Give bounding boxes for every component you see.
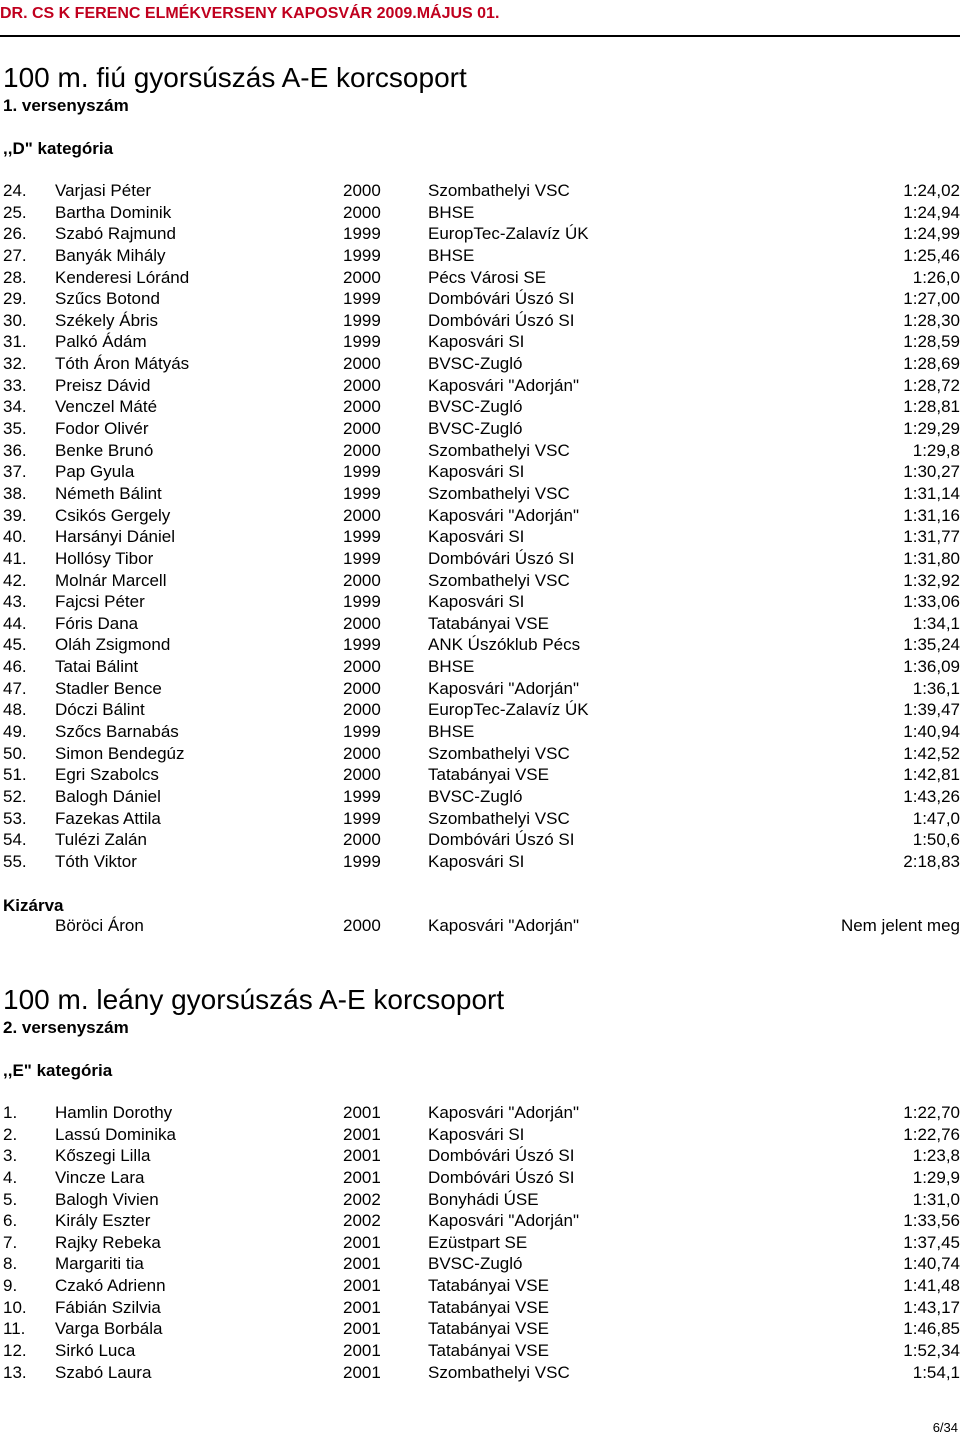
club-name: BHSE	[428, 657, 475, 677]
result-time: 1:31,77	[903, 527, 960, 547]
birth-year: 2000	[343, 397, 381, 417]
club-name: BHSE	[428, 245, 475, 265]
result-row	[0, 764, 960, 786]
result-row	[0, 1189, 960, 1211]
place-number: 47.	[3, 678, 27, 698]
result-row	[0, 180, 960, 202]
swimmer-name: Tóth Viktor	[55, 851, 137, 871]
club-name: Kaposvári "Adorján"	[428, 375, 579, 395]
event-2-number: 2. versenyszám	[3, 1018, 129, 1037]
birth-year: 1999	[343, 483, 381, 503]
swimmer-name: Varjasi Péter	[55, 181, 152, 200]
swimmer-name: Palkó Ádám	[55, 332, 147, 352]
result-row	[0, 461, 960, 483]
birth-year: 2001	[343, 1276, 381, 1296]
swimmer-name: Preisz Dávid	[55, 375, 151, 395]
club-name: Szombathelyi VSC	[428, 808, 570, 828]
result-row	[0, 1210, 960, 1232]
place-number: 37.	[3, 462, 27, 482]
birth-year: 2000	[343, 440, 381, 460]
swimmer-name: Balogh Vivien	[55, 1189, 159, 1209]
excluded-list	[0, 915, 960, 937]
place-number: 34.	[3, 397, 27, 417]
place-number: 51.	[3, 765, 27, 785]
swimmer-name: Tulézi Zalán	[55, 830, 147, 850]
birth-year: 1999	[343, 786, 381, 806]
place-number: 48.	[3, 700, 27, 720]
result-row	[0, 548, 960, 570]
birth-year: 1999	[343, 527, 381, 547]
result-row	[0, 396, 960, 418]
place-number: 44.	[3, 613, 27, 633]
birth-year: 2000	[343, 419, 381, 439]
club-name: Tatabányai VSE	[428, 1341, 549, 1361]
document-header: DR. CS K FERENC ELMÉKVERSENY KAPOSVÁR 2009.MÁJUS 01.	[0, 5, 500, 22]
club-name: Dombóvári Úszó SI	[428, 289, 575, 309]
result-row	[0, 245, 960, 267]
place-number: 35.	[3, 419, 27, 439]
club-name: Dombóvári Úszó SI	[428, 1167, 575, 1187]
birth-year: 2000	[343, 202, 381, 222]
result-time: 1:31,0	[912, 1189, 960, 1209]
result-row	[0, 591, 960, 613]
birth-year: 2001	[343, 1167, 381, 1187]
place-number: 50.	[3, 743, 27, 763]
place-number: 41.	[3, 548, 27, 568]
place-number: 3.	[3, 1146, 18, 1166]
result-row	[0, 786, 960, 808]
club-name: BVSC-Zugló	[428, 419, 523, 439]
result-time: 1:35,24	[903, 635, 960, 655]
birth-year: 2000	[343, 916, 381, 935]
result-time: 1:39,47	[903, 700, 960, 720]
birth-year: 2000	[343, 267, 381, 287]
result-row	[0, 1318, 960, 1340]
result-row	[0, 288, 960, 310]
birth-year: 1999	[343, 592, 381, 612]
swimmer-name: Fábián Szilvia	[55, 1297, 161, 1317]
result-time: 1:24,02	[903, 181, 960, 200]
club-name: Kaposvári SI	[428, 332, 525, 352]
excluded-row	[0, 915, 960, 937]
birth-year: 1999	[343, 808, 381, 828]
swimmer-name: Dóczi Bálint	[55, 700, 145, 720]
place-number: 4.	[3, 1167, 18, 1187]
place-number: 54.	[3, 830, 27, 850]
result-time: 1:30,27	[903, 462, 960, 482]
club-name: Kaposvári SI	[428, 462, 525, 482]
birth-year: 2001	[343, 1103, 381, 1122]
result-time: 1:43,17	[903, 1297, 960, 1317]
place-number: 49.	[3, 722, 27, 742]
place-number: 10.	[3, 1297, 27, 1317]
swimmer-name: Fajcsi Péter	[55, 592, 145, 612]
birth-year: 2002	[343, 1189, 381, 1209]
result-time: 1:29,8	[912, 440, 960, 460]
place-number: 5.	[3, 1189, 18, 1209]
swimmer-name: Stadler Bence	[55, 678, 162, 698]
place-number: 43.	[3, 592, 27, 612]
birth-year: 2000	[343, 570, 381, 590]
swimmer-name: Szűcs Botond	[55, 289, 160, 309]
birth-year: 2000	[343, 657, 381, 677]
result-time: 1:28,81	[903, 397, 960, 417]
result-time: 1:37,45	[903, 1232, 960, 1252]
result-time: 1:24,99	[903, 224, 960, 244]
birth-year: 2000	[343, 830, 381, 850]
result-time: 1:29,29	[903, 419, 960, 439]
swimmer-name: Székely Ábris	[55, 310, 158, 330]
swimmer-name: Banyák Mihály	[55, 245, 166, 265]
result-time: 1:36,1	[912, 678, 960, 698]
result-row	[0, 1167, 960, 1189]
swimmer-name: Szabó Laura	[55, 1362, 152, 1382]
result-row	[0, 1275, 960, 1297]
place-number: 24.	[3, 181, 27, 200]
result-time: 1:40,74	[903, 1254, 960, 1274]
club-name: Kaposvári "Adorján"	[428, 1211, 579, 1231]
result-time: 1:34,1	[912, 613, 960, 633]
result-row	[0, 505, 960, 527]
birth-year: 2000	[343, 743, 381, 763]
place-number: 6.	[3, 1211, 18, 1231]
swimmer-name: Harsányi Dániel	[55, 527, 175, 547]
swimmer-name: Szabó Rajmund	[55, 224, 176, 244]
result-time: 1:27,00	[903, 289, 960, 309]
club-name: Tatabányai VSE	[428, 613, 549, 633]
result-time: 1:54,1	[912, 1362, 960, 1382]
place-number: 45.	[3, 635, 27, 655]
result-time: 1:28,69	[903, 354, 960, 374]
club-name: BVSC-Zugló	[428, 397, 523, 417]
place-number: 27.	[3, 245, 27, 265]
place-number: 8.	[3, 1254, 18, 1274]
result-time: 1:36,09	[903, 657, 960, 677]
result-row	[0, 743, 960, 765]
swimmer-name: Oláh Zsigmond	[55, 635, 171, 655]
birth-year: 2000	[343, 375, 381, 395]
result-time: 1:47,0	[912, 808, 960, 828]
club-name: Bonyhádi ÚSE	[428, 1189, 539, 1209]
club-name: Tatabányai VSE	[428, 1297, 549, 1317]
place-number: 7.	[3, 1232, 18, 1252]
birth-year: 1999	[343, 289, 381, 309]
result-row	[0, 331, 960, 353]
place-number: 46.	[3, 657, 27, 677]
place-number: 11.	[3, 1319, 26, 1339]
birth-year: 1999	[343, 722, 381, 742]
event-1-number: 1. versenyszám	[3, 96, 129, 115]
result-row	[0, 483, 960, 505]
swimmer-name: Benke Brunó	[55, 440, 154, 460]
result-row	[0, 1102, 960, 1124]
club-name: BVSC-Zugló	[428, 786, 523, 806]
place-number: 52.	[3, 786, 27, 806]
result-time: 1:23,8	[912, 1146, 960, 1166]
result-row	[0, 418, 960, 440]
result-time: 1:22,76	[903, 1124, 960, 1144]
result-row	[0, 613, 960, 635]
club-name: EuropTec-Zalavíz ÚK	[428, 224, 589, 244]
club-name: Kaposvári SI	[428, 851, 525, 871]
birth-year: 2000	[343, 505, 381, 525]
place-number: 33.	[3, 375, 27, 395]
club-name: Szombathelyi VSC	[428, 440, 570, 460]
birth-year: 2001	[343, 1254, 381, 1274]
club-name: BHSE	[428, 722, 475, 742]
place-number: 39.	[3, 505, 27, 525]
result-row	[0, 353, 960, 375]
result-row	[0, 699, 960, 721]
birth-year: 1999	[343, 224, 381, 244]
club-name: Kaposvári "Adorján"	[428, 678, 579, 698]
result-row	[0, 829, 960, 851]
swimmer-name: Tóth Áron Mátyás	[55, 354, 190, 374]
place-number: 13.	[3, 1362, 27, 1382]
place-number: 38.	[3, 483, 27, 503]
swimmer-name: Sirkó Luca	[55, 1341, 136, 1361]
club-name: Szombathelyi VSC	[428, 743, 570, 763]
birth-year: 2000	[343, 181, 381, 200]
result-row	[0, 634, 960, 656]
place-number: 55.	[3, 851, 27, 871]
swimmer-name: Hamlin Dorothy	[55, 1103, 173, 1122]
result-time: 2:18,83	[903, 851, 960, 871]
event-1-title: 100 m. fiú gyorsúszás A-E korcsoport	[3, 62, 467, 93]
birth-year: 1999	[343, 462, 381, 482]
birth-year: 1999	[343, 245, 381, 265]
result-time: 1:28,30	[903, 310, 960, 330]
birth-year: 1999	[343, 332, 381, 352]
swimmer-name: Venczel Máté	[55, 397, 158, 417]
result-row	[0, 223, 960, 245]
event-1-results	[0, 180, 960, 873]
excluded-heading: Kizárva	[3, 896, 64, 915]
result-row	[0, 1145, 960, 1167]
club-name: Ezüstpart SE	[428, 1232, 528, 1252]
result-row	[0, 440, 960, 462]
birth-year: 2001	[343, 1319, 381, 1339]
club-name: ANK Úszóklub Pécs	[428, 635, 581, 655]
club-name: BVSC-Zugló	[428, 1254, 523, 1274]
swimmer-name: Király Eszter	[55, 1211, 151, 1231]
swimmer-name: Fodor Olivér	[55, 419, 149, 439]
club-name: Dombóvári Úszó SI	[428, 548, 575, 568]
swimmer-name: Szőcs Barnabás	[55, 722, 179, 742]
swimmer-name: Lassú Dominika	[55, 1124, 176, 1144]
result-row	[0, 1297, 960, 1319]
club-name: Tatabányai VSE	[428, 1319, 549, 1339]
birth-year: 2001	[343, 1341, 381, 1361]
swimmer-name: Tatai Bálint	[55, 657, 139, 677]
place-number: 29.	[3, 289, 27, 309]
result-time: 1:25,46	[903, 245, 960, 265]
place-number: 9.	[3, 1276, 18, 1296]
birth-year: 1999	[343, 310, 381, 330]
place-number: 2.	[3, 1124, 18, 1144]
swimmer-name: Rajky Rebeka	[55, 1232, 161, 1252]
club-name: Dombóvári Úszó SI	[428, 1146, 575, 1166]
result-time: 1:52,34	[903, 1341, 960, 1361]
swimmer-name: Kenderesi Lóránd	[55, 267, 190, 287]
result-row	[0, 202, 960, 224]
place-number: 25.	[3, 202, 27, 222]
birth-year: 2001	[343, 1124, 381, 1144]
place-number: 40.	[3, 527, 27, 547]
event-2-title: 100 m. leány gyorsúszás A-E korcsoport	[3, 984, 505, 1015]
swimmer-name: Bartha Dominik	[55, 202, 172, 222]
result-row	[0, 678, 960, 700]
result-time: 1:42,81	[903, 765, 960, 785]
place-number: 42.	[3, 570, 27, 590]
swimmer-name: Hollósy Tibor	[55, 548, 154, 568]
birth-year: 2001	[343, 1232, 381, 1252]
swimmer-name: Simon Bendegúz	[55, 743, 185, 763]
swimmer-name: Fóris Dana	[55, 613, 139, 633]
swimmer-name: Margariti tia	[55, 1254, 144, 1274]
place-number: 12.	[3, 1341, 27, 1361]
result-row	[0, 526, 960, 548]
place-number: 53.	[3, 808, 27, 828]
club-name: Pécs Városi SE	[428, 267, 547, 287]
swimmer-name: Egri Szabolcs	[55, 765, 159, 785]
result-row	[0, 267, 960, 289]
result-time: Nem jelent meg	[840, 916, 960, 935]
swimmer-name: Kőszegi Lilla	[55, 1146, 151, 1166]
club-name: Kaposvári "Adorján"	[428, 916, 579, 935]
club-name: Dombóvári Úszó SI	[428, 830, 575, 850]
birth-year: 2000	[343, 354, 381, 374]
result-row	[0, 1362, 960, 1384]
club-name: Szombathelyi VSC	[428, 181, 570, 200]
result-time: 1:33,06	[903, 592, 960, 612]
place-number: 26.	[3, 224, 27, 244]
birth-year: 2001	[343, 1146, 381, 1166]
swimmer-name: Balogh Dániel	[55, 786, 161, 806]
club-name: Kaposvári "Adorján"	[428, 505, 579, 525]
club-name: Kaposvári SI	[428, 527, 525, 547]
birth-year: 2000	[343, 678, 381, 698]
result-time: 1:33,56	[903, 1211, 960, 1231]
birth-year: 2001	[343, 1297, 381, 1317]
result-time: 1:29,9	[912, 1167, 960, 1187]
header-divider	[0, 35, 960, 37]
result-time: 1:43,26	[903, 786, 960, 806]
birth-year: 2000	[343, 613, 381, 633]
event-2-results	[0, 1102, 960, 1383]
place-number: 1.	[3, 1103, 18, 1122]
event-1-category: ,,D" kategória	[3, 139, 114, 158]
page-number: 6/34	[932, 1420, 958, 1435]
birth-year: 2000	[343, 700, 381, 720]
club-name: BHSE	[428, 202, 475, 222]
birth-year: 2001	[343, 1362, 381, 1382]
result-row	[0, 570, 960, 592]
swimmer-name: Németh Bálint	[55, 483, 162, 503]
place-number: 30.	[3, 310, 27, 330]
result-row	[0, 1340, 960, 1362]
result-time: 1:40,94	[903, 722, 960, 742]
result-time: 1:28,59	[903, 332, 960, 352]
result-time: 1:42,52	[903, 743, 960, 763]
result-row	[0, 375, 960, 397]
result-row	[0, 1124, 960, 1146]
swimmer-name: Vincze Lara	[55, 1167, 145, 1187]
birth-year: 1999	[343, 635, 381, 655]
place-number: 31.	[3, 332, 27, 352]
club-name: Dombóvári Úszó SI	[428, 310, 575, 330]
result-row	[0, 310, 960, 332]
result-row	[0, 808, 960, 830]
result-time: 1:41,48	[903, 1276, 960, 1296]
club-name: Tatabányai VSE	[428, 765, 549, 785]
result-time: 1:32,92	[903, 570, 960, 590]
club-name: BVSC-Zugló	[428, 354, 523, 374]
result-time: 1:24,94	[903, 202, 960, 222]
swimmer-name: Molnár Marcell	[55, 570, 167, 590]
club-name: Kaposvári SI	[428, 592, 525, 612]
result-row	[0, 1232, 960, 1254]
result-time: 1:31,16	[903, 505, 960, 525]
result-time: 1:50,6	[912, 830, 960, 850]
swimmer-name: Pap Gyula	[55, 462, 135, 482]
result-time: 1:26,0	[912, 267, 960, 287]
result-time: 1:28,72	[903, 375, 960, 395]
swimmer-name: Varga Borbála	[55, 1319, 163, 1339]
club-name: Kaposvári SI	[428, 1124, 525, 1144]
result-row	[0, 1253, 960, 1275]
club-name: Kaposvári "Adorján"	[428, 1103, 579, 1122]
result-time: 1:31,14	[903, 483, 960, 503]
result-time: 1:31,80	[903, 548, 960, 568]
place-number: 28.	[3, 267, 27, 287]
result-row	[0, 721, 960, 743]
swimmer-name: Fazekas Attila	[55, 808, 161, 828]
club-name: Szombathelyi VSC	[428, 1362, 570, 1382]
swimmer-name: Böröci Áron	[55, 916, 144, 935]
birth-year: 1999	[343, 851, 381, 871]
result-time: 1:22,70	[903, 1103, 960, 1122]
birth-year: 2000	[343, 765, 381, 785]
swimmer-name: Csikós Gergely	[55, 505, 171, 525]
place-number: 32.	[3, 354, 27, 374]
birth-year: 1999	[343, 548, 381, 568]
club-name: Szombathelyi VSC	[428, 483, 570, 503]
club-name: Tatabányai VSE	[428, 1276, 549, 1296]
birth-year: 2002	[343, 1211, 381, 1231]
place-number: 36.	[3, 440, 27, 460]
result-row	[0, 851, 960, 873]
result-time: 1:46,85	[903, 1319, 960, 1339]
club-name: Szombathelyi VSC	[428, 570, 570, 590]
club-name: EuropTec-Zalavíz ÚK	[428, 700, 589, 720]
swimmer-name: Czakó Adrienn	[55, 1276, 166, 1296]
event-2-category: ,,E" kategória	[3, 1061, 113, 1080]
result-row	[0, 656, 960, 678]
